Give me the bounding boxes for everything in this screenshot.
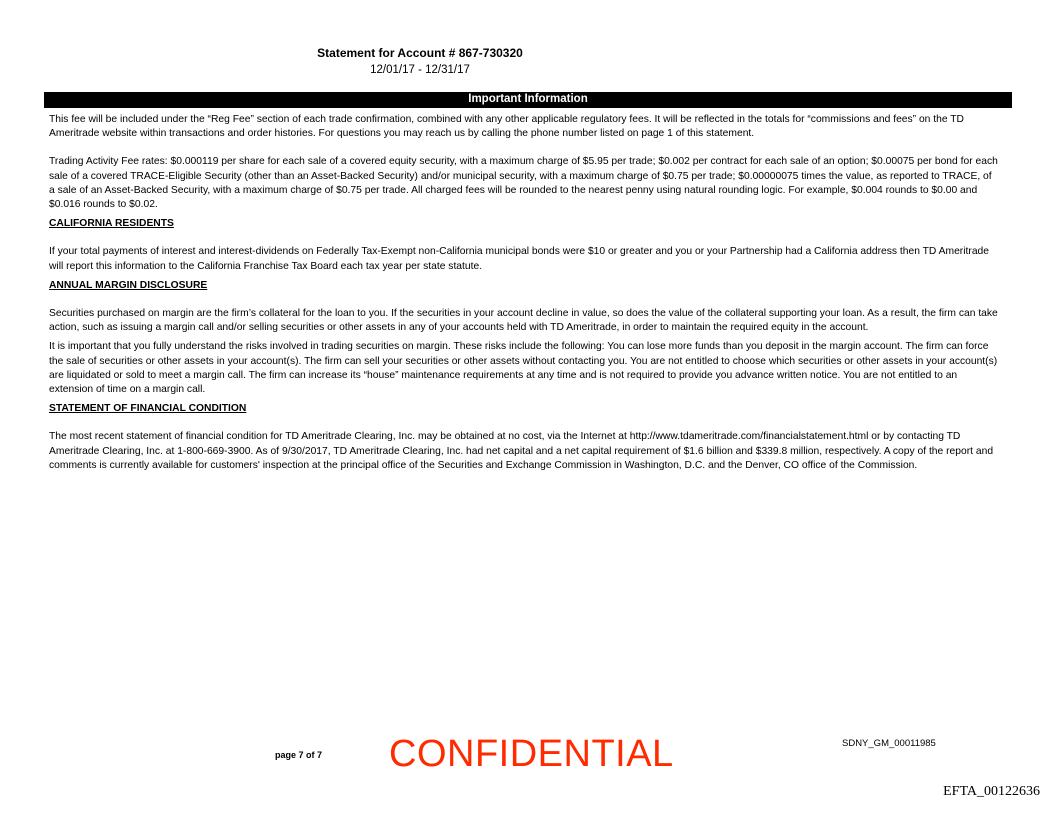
intro-paragraph-1: This fee will be included under the “Reg Fee” section of each trade confirmation, combined with any other applicable regulatory fees. It will be reflected in the totals for “commissions and fees” on the TD Ameritrade website within transactions and order histories. For questions you may reach us by calling the phone number listed on page 1 of this statement. [49,114,964,140]
statement-period: 12/01/17 - 12/31/17 [370,64,470,76]
financial-condition-heading: STATEMENT OF FINANCIAL CONDITION [49,403,247,415]
document-body [49,113,999,473]
page-number: page 7 of 7 [275,750,323,760]
california-paragraph: If your total payments of interest and interest-dividends on Federally Tax-Exempt non-California municipal bonds were $10 or greater and you or your Partnership had a California address then TD Ameritrade will report this information to the California Franchise Tax Board each tax year per state statute. [49,246,989,272]
intro-paragraph-2: Trading Activity Fee rates: $0.000119 per share for each sale of a covered equity security, with a maximum charge of $5.95 per trade; $0.002 per contract for each sale of an option; $0.00075 per bond for each sale of a covered TRACE-Eligible Security (other than an Asset-Backed Security) and/or municipal security, with a maximum charge of $0.75 per trade; $0.00000075 times the value, as reported to TRACE, of a sale of an Asset-Backed Security, with a maximum charge of $0.75 per trade. All charged fees will be rounded to the nearest penny using natural rounding logic. For example, $0.004 rounds to $0.00 and $0.016 rounds to $0.02. [49,156,998,211]
financial-condition-paragraph: The most recent statement of financial condition for TD Ameritrade Clearing, Inc. may be obtained at no cost, via the Internet at http://www.tdameritrade.com/financialstatement.html or by contacting TD Ameritrade Clearing, Inc. at 1-800-669-3900. As of 9/30/2017, TD Ameritrade Clearing, Inc. had net capital and a net capital requirement of $1.6 billion and $339.8 million, respectively. A copy of the report and comments is currently available for customers' inspection at the principal office of the Securities and Exchange Commission in Washington, D.C. and the Denver, CO office of the Commission. [49,431,994,471]
margin-paragraph-1: Securities purchased on margin are the firm’s collateral for the loan to you. If the securities in your account decline in value, so does the value of the collateral supporting your loan. As a result, the firm can take action, such as issuing a margin call and/or selling securities or other assets in any of your accounts held with TD Ameritrade, in order to maintain the required equity in the account. [49,308,998,334]
confidential-stamp: CONFIDENTIAL [389,733,674,775]
efta-number: EFTA_00122636 [943,784,1040,799]
banner-label: Important Information [468,93,588,105]
california-heading: CALIFORNIA RESIDENTS [49,218,174,230]
margin-paragraph-2: It is important that you fully understand the risks involved in trading securities on margin. These risks include the following: You can lose more funds than you deposit in the margin account. The firm can force the sale of securities or other assets in your account(s). The firm can sell your securities or other assets without contacting you. You are not entitled to choose which securities or other assets in your account(s) are liquidated or sold to meet a margin call. The firm can increase its “house” maintenance requirements at any time and is not required to provide you advance written notice. You are not entitled to an extension of time on a margin call. [49,341,998,396]
margin-heading: ANNUAL MARGIN DISCLOSURE [49,279,208,291]
bates-number: SDNY_GM_00011985 [842,738,936,749]
important-information-banner [44,92,1012,108]
statement-title: Statement for Account # 867-730320 [317,46,523,60]
